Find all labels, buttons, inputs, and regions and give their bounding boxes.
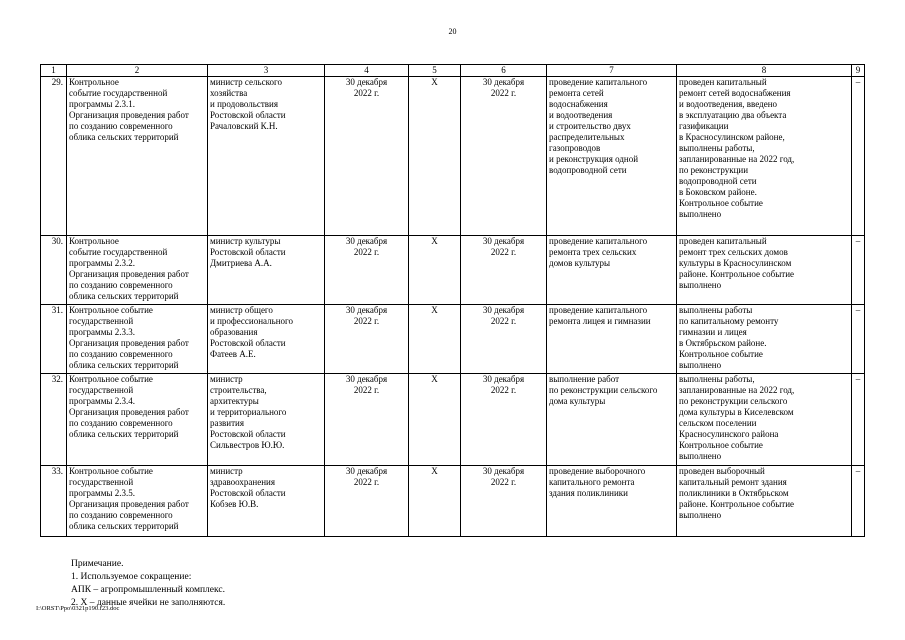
note-line: 2. Х – данные ячейки не заполняются. — [71, 598, 226, 608]
execution-info-cell — [677, 305, 852, 374]
column-number-6: 6 — [461, 65, 547, 77]
cell-line: строительства, — [210, 385, 267, 395]
control-events-table — [40, 64, 865, 537]
column-number-4: 4 — [325, 65, 409, 77]
cell-line: Ростовской области — [210, 247, 286, 257]
cell-line: водопроводной сети — [679, 176, 757, 186]
cell-line: ремонта лицея и гимназии — [549, 316, 651, 326]
cell-line: Рачаловский К.Н. — [210, 121, 278, 131]
cell-line: 30 декабря — [345, 77, 388, 87]
cell-line: водоснабжения — [549, 99, 608, 109]
cell-line: 30 декабря — [482, 236, 525, 246]
event-name-cell — [67, 305, 208, 374]
cell-line: министр сельского — [210, 77, 283, 87]
cell-line: по реконструкции сельского — [679, 396, 788, 406]
column-9-cell: – — [852, 236, 865, 305]
cell-line: Контрольное — [69, 236, 119, 246]
cell-line: Организация проведения работ — [69, 110, 189, 120]
expected-results-cell — [547, 374, 677, 466]
responsible-cell — [208, 374, 325, 466]
document-file-path: I:\ORST\Ppo\0321p190.f23.doc — [36, 605, 120, 612]
cell-line: программы 2.3.5. — [69, 488, 135, 498]
cell-line: распределительных — [549, 132, 625, 142]
cell-line: и реконструкция одной — [549, 154, 639, 164]
cell-line: районе. Контрольное событие — [679, 499, 795, 509]
column-number-2: 2 — [67, 65, 208, 77]
cell-line: в Красносулинском районе, — [679, 132, 785, 142]
cell-line: событие государственной — [69, 247, 168, 257]
cell-line: Сильвестров Ю.Ю. — [210, 440, 285, 450]
row-number: 32. — [41, 374, 67, 466]
cell-line: в Октябрьском районе. — [679, 338, 767, 348]
actual-date-cell — [461, 466, 547, 537]
cell-line: 30 декабря — [482, 374, 525, 384]
cell-line: облика сельских территорий — [69, 429, 179, 439]
cell-line: программы 2.3.1. — [69, 99, 135, 109]
cell-line: Контрольное событие — [679, 349, 763, 359]
cell-line: капитального ремонта — [549, 477, 635, 487]
cell-line: в Боковском районе. — [679, 187, 757, 197]
cell-line: 30 декабря — [482, 77, 525, 87]
cell-line: и продовольствия — [210, 99, 279, 109]
cell-line: Организация проведения работ — [69, 269, 189, 279]
cell-line: гимназии и лицея — [679, 327, 747, 337]
column-number-8: 8 — [677, 65, 852, 77]
cell-line: газификации — [679, 121, 729, 131]
cell-line: и территориального — [210, 407, 287, 417]
actual-date-cell — [461, 374, 547, 466]
cell-line: программы 2.3.4. — [69, 396, 135, 406]
cell-line: ремонт трех сельских домов — [679, 247, 788, 257]
cell-line: 2022 г. — [353, 88, 380, 98]
cell-line: по созданию современного — [69, 349, 173, 359]
cell-line: выполнено — [679, 360, 722, 370]
cell-line: запланированные на 2022 год, — [679, 385, 795, 395]
responsible-cell — [208, 77, 325, 236]
responsible-cell — [208, 236, 325, 305]
cell-line: облика сельских территорий — [69, 521, 179, 531]
execution-info-cell — [677, 466, 852, 537]
note-line: 1. Используемое сокращение: — [71, 572, 192, 582]
table-row — [41, 236, 865, 305]
cell-line: газопроводов — [549, 143, 601, 153]
cell-line: проведение выборочного — [549, 466, 646, 476]
cell-line: министр — [210, 466, 243, 476]
cell-line: поликлиники в Октябрьском — [679, 488, 789, 498]
cell-line: ремонта трех сельских — [549, 247, 637, 257]
cell-line: проведен выборочный — [679, 466, 765, 476]
actual-date-cell — [461, 305, 547, 374]
table-header-row — [41, 65, 865, 77]
cell-line: 30 декабря — [482, 305, 525, 315]
cell-line: выполнены работы — [679, 305, 753, 315]
column-number-5: 5 — [409, 65, 461, 77]
cell-line: дома культуры — [549, 396, 606, 406]
cell-line: Контрольное событие — [679, 440, 763, 450]
cell-line: 30 декабря — [345, 236, 388, 246]
event-name-cell — [67, 77, 208, 236]
row-number: 30. — [41, 236, 67, 305]
cell-line: Организация проведения работ — [69, 407, 189, 417]
cell-line: выполнено — [679, 510, 722, 520]
execution-info-cell — [677, 374, 852, 466]
cell-line: 2022 г. — [490, 316, 517, 326]
column-5-cell: Х — [409, 374, 461, 466]
expected-results-cell — [547, 77, 677, 236]
cell-line: архитектуры — [210, 396, 259, 406]
cell-line: по реконструкции сельского — [549, 385, 658, 395]
responsible-cell — [208, 466, 325, 537]
expected-results-cell — [547, 466, 677, 537]
cell-line: по созданию современного — [69, 280, 173, 290]
cell-line: Контрольное событие — [679, 198, 763, 208]
row-number: 33. — [41, 466, 67, 537]
cell-line: выполнены работы, — [679, 374, 755, 384]
cell-line: государственной — [69, 477, 134, 487]
cell-line: проведен капитальный — [679, 236, 767, 246]
cell-line: Организация проведения работ — [69, 499, 189, 509]
column-9-cell: – — [852, 466, 865, 537]
event-name-cell — [67, 466, 208, 537]
cell-line: министр — [210, 374, 243, 384]
planned-date-cell — [325, 77, 409, 236]
cell-line: проведен капитальный — [679, 77, 767, 87]
planned-date-cell — [325, 305, 409, 374]
cell-line: 30 декабря — [482, 466, 525, 476]
cell-line: выполнено — [679, 280, 722, 290]
cell-line: проведение капитального — [549, 236, 648, 246]
cell-line: здания поликлиники — [549, 488, 628, 498]
cell-line: Контрольное событие — [69, 374, 153, 384]
column-number-9: 9 — [852, 65, 865, 77]
notes-title: Примечание. — [71, 559, 124, 569]
expected-results-cell — [547, 236, 677, 305]
table-row — [41, 374, 865, 466]
cell-line: 2022 г. — [353, 385, 380, 395]
column-5-cell: Х — [409, 466, 461, 537]
cell-line: облика сельских территорий — [69, 132, 179, 142]
cell-line: и строительство двух — [549, 121, 631, 131]
notes-block — [71, 558, 225, 610]
column-9-cell: – — [852, 77, 865, 236]
column-number-7: 7 — [547, 65, 677, 77]
note-line: АПК – агропромышленный комплекс. — [71, 585, 225, 595]
cell-line: Красносулинского района — [679, 429, 779, 439]
cell-line: запланированные на 2022 год, — [679, 154, 795, 164]
cell-line: по созданию современного — [69, 418, 173, 428]
cell-line: домов культуры — [549, 258, 611, 268]
cell-line: в эксплуатацию два объекта — [679, 110, 787, 120]
cell-line: облика сельских территорий — [69, 291, 179, 301]
cell-line: хозяйства — [210, 88, 248, 98]
cell-line: 2022 г. — [490, 247, 517, 257]
cell-line: Ростовской области — [210, 429, 286, 439]
cell-line: Ростовской области — [210, 488, 286, 498]
column-5-cell: Х — [409, 77, 461, 236]
planned-date-cell — [325, 374, 409, 466]
cell-line: 2022 г. — [353, 316, 380, 326]
row-number: 29. — [41, 77, 67, 236]
cell-line: 2022 г. — [490, 477, 517, 487]
column-5-cell: Х — [409, 305, 461, 374]
cell-line: и водоотведения — [549, 110, 613, 120]
cell-line: районе. Контрольное событие — [679, 269, 795, 279]
cell-line: государственной — [69, 316, 134, 326]
row-number: 31. — [41, 305, 67, 374]
cell-line: 30 декабря — [345, 305, 388, 315]
cell-line: 2022 г. — [490, 88, 517, 98]
cell-line: Дмитриева А.А. — [210, 258, 272, 268]
cell-line: 30 декабря — [345, 374, 388, 384]
cell-line: ремонта сетей — [549, 88, 604, 98]
table-row — [41, 466, 865, 537]
cell-line: программы 2.3.2. — [69, 258, 135, 268]
cell-line: здравоохранения — [210, 477, 276, 487]
execution-info-cell — [677, 77, 852, 236]
cell-line: 2022 г. — [490, 385, 517, 395]
cell-line: государственной — [69, 385, 134, 395]
planned-date-cell — [325, 236, 409, 305]
cell-line: выполнены работы, — [679, 143, 755, 153]
column-9-cell: – — [852, 305, 865, 374]
cell-line: 2022 г. — [353, 477, 380, 487]
table-row — [41, 77, 865, 236]
event-name-cell — [67, 236, 208, 305]
page-number: 20 — [448, 27, 457, 36]
cell-line: министр общего — [210, 305, 273, 315]
cell-line: культуры в Красносулинском — [679, 258, 792, 268]
column-5-cell: Х — [409, 236, 461, 305]
column-number-3: 3 — [208, 65, 325, 77]
cell-line: событие государственной — [69, 88, 168, 98]
responsible-cell — [208, 305, 325, 374]
cell-line: выполнение работ — [549, 374, 620, 384]
cell-line: Ростовской области — [210, 338, 286, 348]
cell-line: выполнено — [679, 451, 722, 461]
planned-date-cell — [325, 466, 409, 537]
cell-line: облика сельских территорий — [69, 360, 179, 370]
event-name-cell — [67, 374, 208, 466]
cell-line: Кобзев Ю.В. — [210, 499, 259, 509]
cell-line: развития — [210, 418, 245, 428]
actual-date-cell — [461, 77, 547, 236]
cell-line: капитальный ремонт здания — [679, 477, 787, 487]
cell-line: проведение капитального — [549, 305, 648, 315]
cell-line: Фатеев А.Е. — [210, 349, 256, 359]
cell-line: водопроводной сети — [549, 165, 627, 175]
cell-line: ремонт сетей водоснабжения — [679, 88, 791, 98]
cell-line: проведение капитального — [549, 77, 648, 87]
cell-line: сельском поселении — [679, 418, 757, 428]
cell-line: и водоотведения, введено — [679, 99, 778, 109]
cell-line: Ростовской области — [210, 110, 286, 120]
column-9-cell: – — [852, 374, 865, 466]
cell-line: Контрольное событие — [69, 466, 153, 476]
table-row — [41, 305, 865, 374]
cell-line: образования — [210, 327, 258, 337]
column-number-1: 1 — [41, 65, 67, 77]
execution-info-cell — [677, 236, 852, 305]
cell-line: и профессионального — [210, 316, 294, 326]
cell-line: программы 2.3.3. — [69, 327, 135, 337]
cell-line: дома культуры в Киселевском — [679, 407, 794, 417]
cell-line: по созданию современного — [69, 121, 173, 131]
cell-line: Контрольное событие — [69, 305, 153, 315]
cell-line: по реконструкции — [679, 165, 749, 175]
cell-line: 30 декабря — [345, 466, 388, 476]
expected-results-cell — [547, 305, 677, 374]
cell-line: Контрольное — [69, 77, 119, 87]
cell-line: Организация проведения работ — [69, 338, 189, 348]
cell-line: по созданию современного — [69, 510, 173, 520]
actual-date-cell — [461, 236, 547, 305]
cell-line: министр культуры — [210, 236, 281, 246]
cell-line: по капитальному ремонту — [679, 316, 779, 326]
cell-line: выполнено — [679, 209, 722, 219]
cell-line: 2022 г. — [353, 247, 380, 257]
